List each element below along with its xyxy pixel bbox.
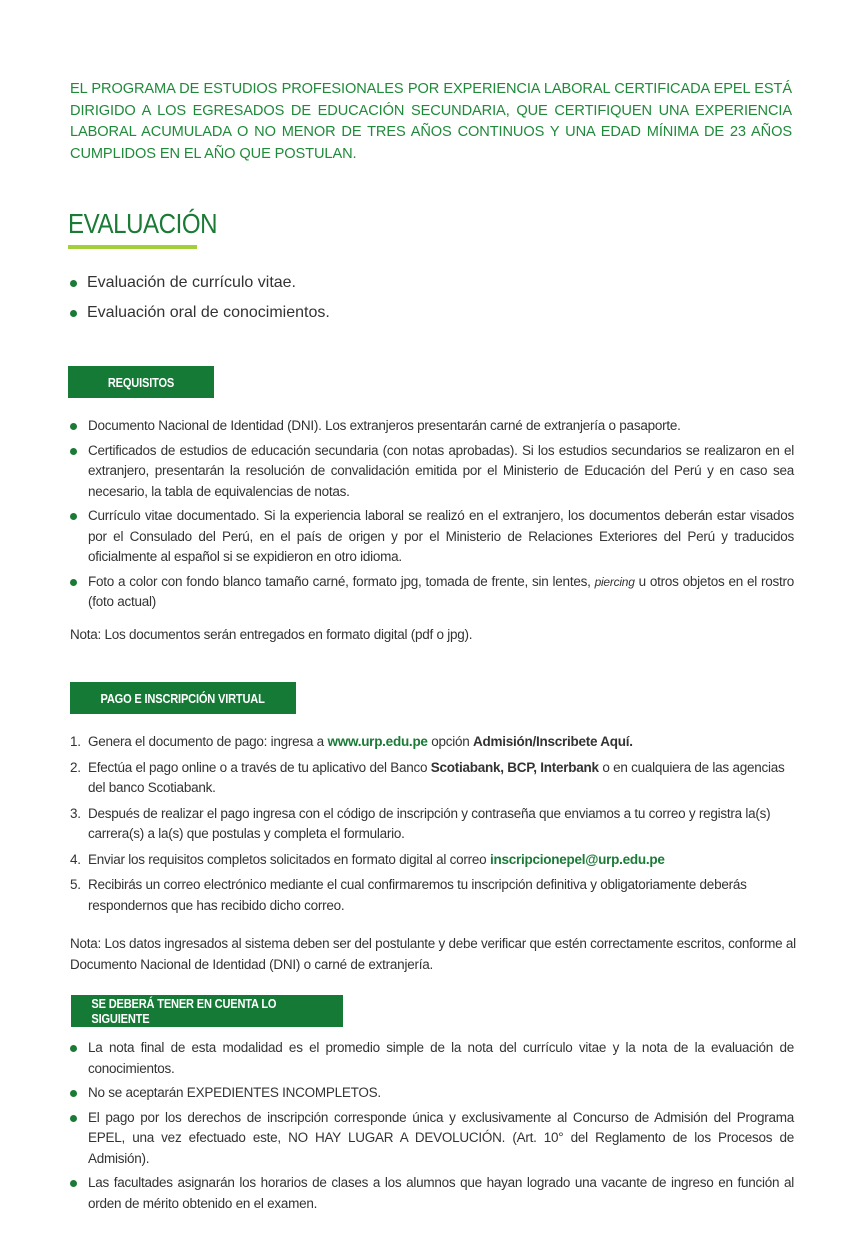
- list-item: Evaluación de currículo vitae.: [70, 268, 330, 298]
- requisitos-note: Nota: Los documentos serán entregados en formato digital (pdf o jpg).: [70, 627, 473, 642]
- evaluacion-heading: EVALUACIÓN: [68, 208, 218, 239]
- bullet-icon: [70, 1045, 77, 1052]
- requisitos-banner: REQUISITOS: [68, 366, 214, 398]
- pago-steps: [70, 732, 794, 921]
- list-item: No se aceptarán EXPEDIENTES INCOMPLETOS.: [70, 1083, 794, 1104]
- bullet-icon: [70, 579, 77, 586]
- bullet-icon: [70, 1115, 77, 1122]
- requisitos-list: [70, 416, 794, 617]
- list-item: 2. Efectúa el pago online o a través de tu aplicativo del Banco Scotiabank, BCP, Interbank o en cualquiera de las agencias del banco Scotiabank.: [70, 759, 785, 795]
- bullet-icon: [70, 1180, 77, 1187]
- urp-link[interactable]: www.urp.edu.pe: [327, 734, 428, 749]
- cuenta-list: [70, 1038, 794, 1218]
- list-item: Currículo vitae documentado. Si la experiencia laboral se realizó en el extranjero, los documentos deberán estar visados por el Consulado del Perú, en el país de origen y por el Ministerio de Relaciones Exteriores del Perú y traducidos oficialmente al español si se expidieron en otro idioma.: [70, 506, 794, 568]
- bullet-icon: [70, 310, 77, 317]
- list-item: El pago por los derechos de inscripción corresponde única y exclusivamente al Concurso de Admisión del Programa EPEL, una vez efectuado este, NO HAY LUGAR A DEVOLUCIÓN. (Art. 10° del Reglamento de los Procesos de Admisión).: [70, 1108, 794, 1170]
- evaluacion-list: [70, 268, 330, 328]
- pago-banner: PAGO E INSCRIPCIÓN VIRTUAL: [70, 682, 296, 714]
- bullet-icon: [70, 1090, 77, 1097]
- list-item: Foto a color con fondo blanco tamaño carné, formato jpg, tomada de frente, sin lentes, piercing u otros objetos en el rostro (foto actual): [70, 572, 794, 613]
- bullet-icon: [70, 448, 77, 455]
- list-item: 5. Recibirás un correo electrónico mediante el cual confirmaremos tu inscripción definitiva y obligatoriamente deberás respondernos que has recibido dicho correo.: [70, 877, 747, 913]
- list-item: Las facultades asignarán los horarios de clases a los alumnos que hayan logrado una vacante de ingreso en función al orden de mérito obtenido en el examen.: [70, 1173, 794, 1214]
- list-item: La nota final de esta modalidad es el promedio simple de la nota del currículo vitae y la nota de la evaluación de conocimientos.: [70, 1038, 794, 1079]
- pago-note: Nota: Los datos ingresados al sistema deben ser del postulante y debe verificar que estén correctamente escritos, conforme al Documento Nacional de Identidad (DNI) o carné de extranjería.: [70, 936, 796, 972]
- email-link[interactable]: inscripcionepel@urp.edu.pe: [489, 851, 665, 867]
- list-item: Certificados de estudios de educación secundaria (con notas aprobadas). Si los estudios secundarios se realizaron en el extranjero, presentarán la resolución de convalidación emitida por el Ministerio de Educación del Perú y en caso sea necesario, la tabla de equivalencias de notas.: [70, 441, 794, 503]
- list-item: Evaluación oral de conocimientos.: [70, 298, 330, 328]
- heading-underline: [68, 245, 197, 249]
- bullet-icon: [70, 423, 77, 430]
- list-item: 4. Enviar los requisitos completos solicitados en formato digital al correo inscripcionepel@urp.edu.pe: [70, 851, 665, 867]
- bullet-icon: [70, 280, 77, 287]
- list-item: Documento Nacional de Identidad (DNI). Los extranjeros presentarán carné de extranjería o pasaporte.: [70, 416, 794, 437]
- list-item: 1. Genera el documento de pago: ingresa a www.urp.edu.pe opción Admisión/Inscribete Aquí.: [70, 734, 633, 749]
- list-item: 3. Después de realizar el pago ingresa con el código de inscripción y contraseña que enviamos a tu correo y registra la(s) carrera(s) a la(s) que postulas y completa el formulario.: [70, 805, 771, 841]
- bullet-icon: [70, 513, 77, 520]
- intro-paragraph: EL PROGRAMA DE ESTUDIOS PROFESIONALES POR EXPERIENCIA LABORAL CERTIFICADA EPEL ESTÁ DIRIGIDO A LOS EGRESADOS DE EDUCACIÓN SECUNDARIA, QUE CERTIFIQUEN UNA EXPERIENCIA LABORAL ACUMULADA O NO MENOR DE TRES AÑOS CONTINUOS Y UNA EDAD MÍNIMA DE 23 AÑOS CUMPLIDOS EN EL AÑO QUE POSTULAN.: [70, 81, 792, 162]
- cuenta-banner: SE DEBERÁ TENER EN CUENTA LO SIGUIENTE: [71, 995, 343, 1027]
